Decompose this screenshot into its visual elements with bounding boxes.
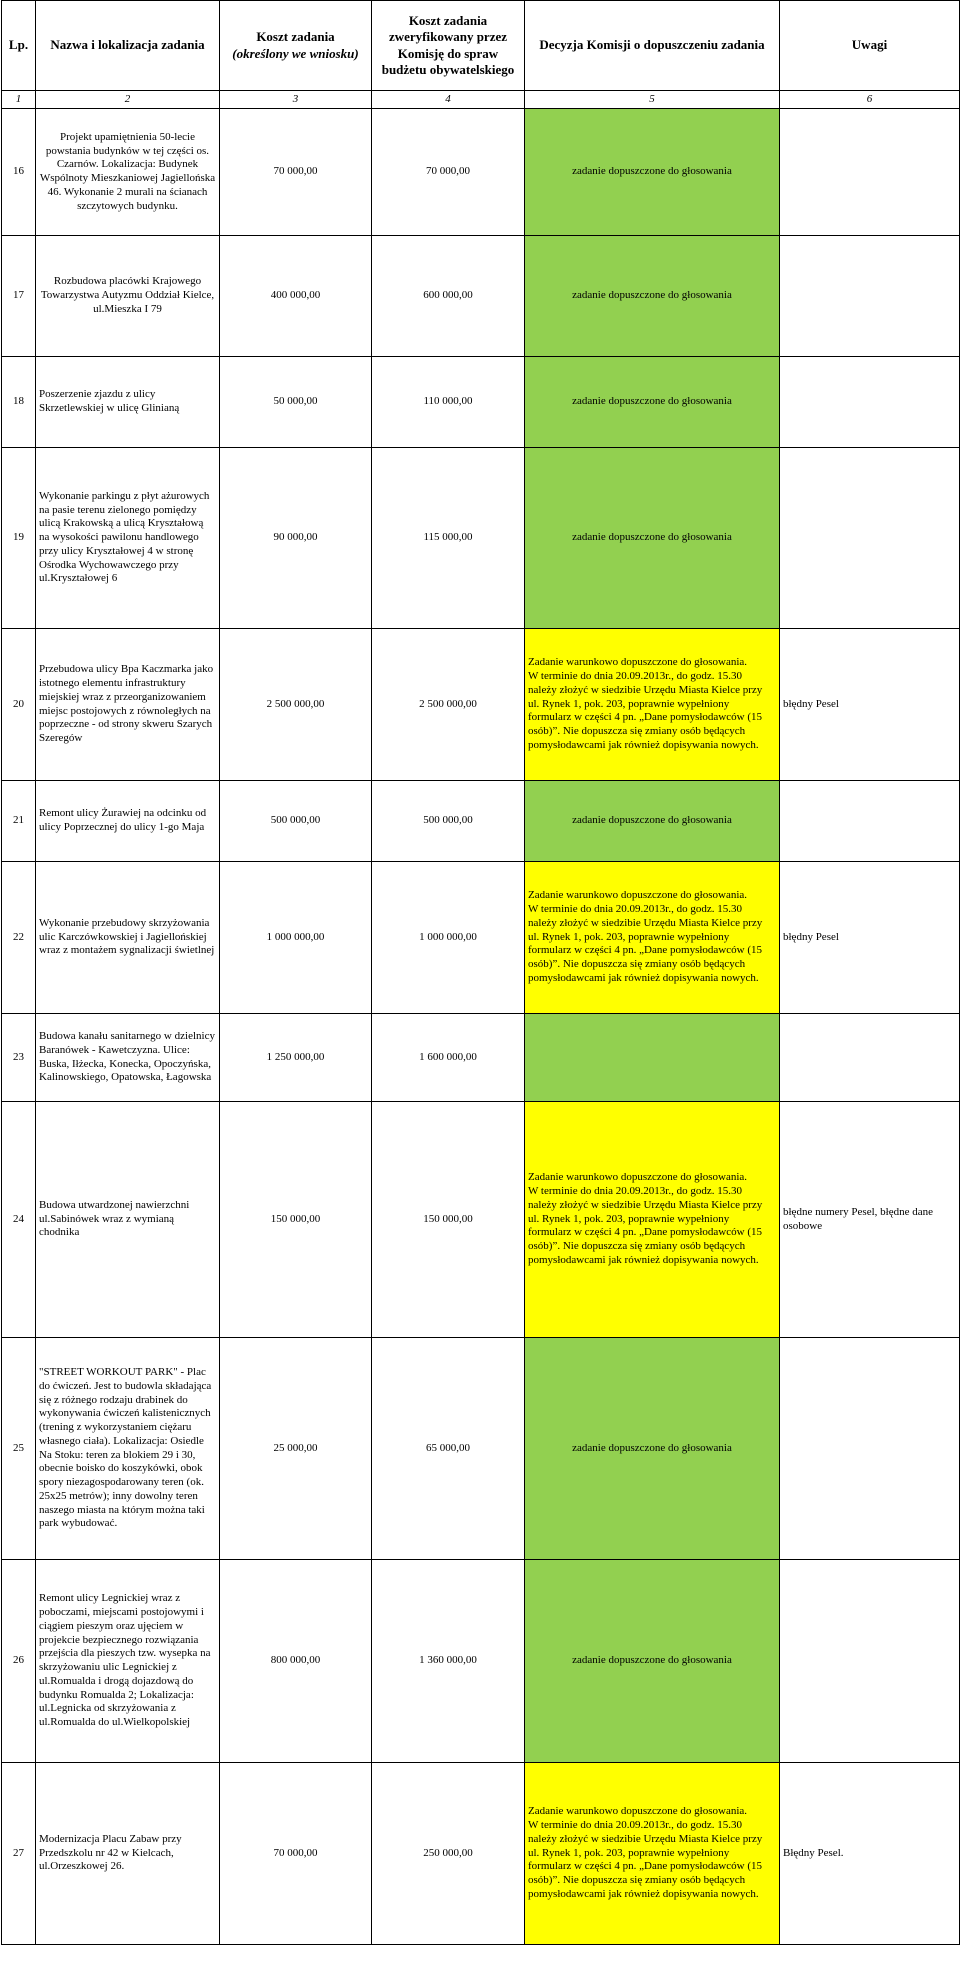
table-row [2,862,960,1014]
decision-line: ul. Rynek 1, pok. 203, poprawnie wypełniony [528,930,730,943]
decision-line: pomysłodawcami jak również dopisywania nowych. [528,1887,759,1900]
row-verified-cost: 250 000,00 [372,1763,525,1945]
table-row [2,781,960,862]
row-note [780,109,960,236]
row-lp: 18 [2,357,36,448]
table-row [2,1763,960,1945]
row-cost: 800 000,00 [220,1560,372,1763]
row-verified-cost: 1 360 000,00 [372,1560,525,1763]
decision-line: pomysłodawcami jak również dopisywania nowych. [528,971,759,984]
decision-line: Zadanie warunkowo dopuszczone do głosowania. [528,1805,748,1818]
row-verified-cost: 115 000,00 [372,448,525,629]
row-lp: 25 [2,1338,36,1560]
column-number: 4 [372,91,525,109]
decision-line: formularz w części 4 pn. „Dane pomysłodawców (15 [528,1226,762,1239]
row-lp: 19 [2,448,36,629]
row-note [780,1338,960,1560]
row-decision [525,1014,780,1102]
row-cost: 500 000,00 [220,781,372,862]
decision-line: Zadanie warunkowo dopuszczone do głosowania. [528,656,748,669]
row-cost: 70 000,00 [220,1763,372,1945]
row-lp: 21 [2,781,36,862]
row-lp: 24 [2,1102,36,1338]
row-note: Błędny Pesel. [780,1763,960,1945]
header-name: Nazwa i lokalizacja zadania [36,1,220,91]
row-name: Remont ulicy Legnickiej wraz z poboczami, miejscami postojowymi i ciągiem pieszym oraz ujęciem w projekcie bezpiecznego rozwiązania przejścia dla pieszych tzw. wysepka na skrzyżowaniu ulic Legnickiej z ul.Romualda i drogą dojazdową do budynku Romualda 2; Lokalizacja: ul.Legnicka od skrzyżowania z ul.Romualda do ul.Wielkopolskiej [36,1560,220,1763]
decision-line: ul. Rynek 1, pok. 203, poprawnie wypełniony [528,1212,730,1225]
column-number: 6 [780,91,960,109]
row-decision-conditional [525,1763,780,1945]
row-note [780,448,960,629]
row-name: Poszerzenie zjazdu z ulicy Skrzetlewskiej w ulicę Glinianą [36,357,220,448]
row-note [780,357,960,448]
row-decision-conditional [525,1102,780,1338]
table-body [2,109,960,1945]
row-name: Wykonanie przebudowy skrzyżowania ulic Karczówkowskiej i Jagiellońskiej wraz z montażem sygnalizacji świetlnej [36,862,220,1014]
table-row [2,357,960,448]
row-verified-cost: 500 000,00 [372,781,525,862]
header-verified: Koszt zadania zweryfikowany przez Komisję do spraw budżetu obywatelskiego [372,1,525,91]
decision-line: należy złożyć w siedzibie Urzędu Miasta Kielce przy [528,1832,763,1845]
column-number-row [2,91,960,109]
row-decision: zadanie dopuszczone do głosowania [525,781,780,862]
row-cost: 90 000,00 [220,448,372,629]
row-cost: 1 000 000,00 [220,862,372,1014]
table-row [2,1014,960,1102]
decision-line: pomysłodawcami jak również dopisywania nowych. [528,738,759,751]
row-decision: zadanie dopuszczone do głosowania [525,236,780,357]
table-row [2,1338,960,1560]
decision-line: osób)”. Nie dopuszcza się zmiany osób będących [528,958,746,971]
table-row [2,1102,960,1338]
row-lp: 23 [2,1014,36,1102]
header-cost-sub: (określony we wniosku) [232,45,359,61]
row-decision: zadanie dopuszczone do głosowania [525,448,780,629]
row-cost: 50 000,00 [220,357,372,448]
header-notes: Uwagi [780,1,960,91]
decision-line: pomysłodawcami jak również dopisywania nowych. [528,1253,759,1266]
decision-line: Zadanie warunkowo dopuszczone do głosowania. [528,889,748,902]
row-cost: 25 000,00 [220,1338,372,1560]
column-number: 1 [2,91,36,109]
decision-line: W terminie do dnia 20.09.2013r., do godz. 15.30 [528,903,742,916]
decision-line: formularz w części 4 pn. „Dane pomysłodawców (15 [528,944,762,957]
row-name: "STREET WORKOUT PARK" - Plac do ćwiczeń. Jest to budowla składająca się z różnego rodzaju drabinek do wykonywania ćwiczeń kalistenicznych (trening z wykorzystaniem ciężaru własnego ciała). Lokalizacja: Osiedle Na Stoku: teren za blokiem 29 i 30, obecnie boisko do koszykówki, obok spory niezagospodarowany teren (ok. 25x25 metrów); inny dowolny teren naszego miasta na którym można taki park wybudować. [36,1338,220,1560]
row-name: Budowa utwardzonej nawierzchni ul.Sabinówek wraz z wymianą chodnika [36,1102,220,1338]
decision-line: osób)”. Nie dopuszcza się zmiany osób będących [528,1874,746,1887]
row-cost: 2 500 000,00 [220,629,372,781]
table-row [2,109,960,236]
row-decision: zadanie dopuszczone do głosowania [525,109,780,236]
budget-table [1,0,960,1945]
row-decision: zadanie dopuszczone do głosowania [525,1338,780,1560]
row-name: Budowa kanału sanitarnego w dzielnicy Baranówek - Kawetczyzna. Ulice: Buska, Iłżecka, Konecka, Opoczyńska, Kalinowskiego, Opatowska, Łagowska [36,1014,220,1102]
row-lp: 22 [2,862,36,1014]
header-lp: Lp. [2,1,36,91]
header-cost-main: Koszt zadania [256,29,335,45]
decision-line: osób)”. Nie dopuszcza się zmiany osób będących [528,725,746,738]
row-lp: 17 [2,236,36,357]
header-decision: Decyzja Komisji o dopuszczeniu zadania [525,1,780,91]
row-note [780,781,960,862]
row-verified-cost: 1 000 000,00 [372,862,525,1014]
row-verified-cost: 2 500 000,00 [372,629,525,781]
decision-line: należy złożyć w siedzibie Urzędu Miasta Kielce przy [528,1198,763,1211]
row-cost: 70 000,00 [220,109,372,236]
row-note: błędne numery Pesel, błędne dane osobowe [780,1102,960,1338]
row-note [780,236,960,357]
column-number: 5 [525,91,780,109]
row-name: Rozbudowa placówki Krajowego Towarzystwa Autyzmu Oddział Kielce, ul.Mieszka I 79 [36,236,220,357]
row-lp: 20 [2,629,36,781]
table-row [2,629,960,781]
row-decision-conditional [525,862,780,1014]
table-row [2,236,960,357]
decision-line: W terminie do dnia 20.09.2013r., do godz. 15.30 [528,670,742,683]
decision-line: formularz w części 4 pn. „Dane pomysłodawców (15 [528,1860,762,1873]
row-name: Modernizacja Placu Zabaw przy Przedszkolu nr 42 w Kielcach, ul.Orzeszkowej 26. [36,1763,220,1945]
row-cost: 1 250 000,00 [220,1014,372,1102]
decision-line: należy złożyć w siedzibie Urzędu Miasta Kielce przy [528,916,763,929]
row-decision-conditional [525,629,780,781]
row-note [780,1560,960,1763]
row-note [780,1014,960,1102]
row-lp: 16 [2,109,36,236]
row-cost: 150 000,00 [220,1102,372,1338]
row-verified-cost: 70 000,00 [372,109,525,236]
row-name: Wykonanie parkingu z płyt ażurowych na pasie terenu zielonego pomiędzy ulicą Krakowską a ulicą Kryształową na wysokości pawilonu handlowego przy ulicy Kryształowej 4 w stronę Ośrodka Wychowawczego przy ul.Kryształowej 6 [36,448,220,629]
row-verified-cost: 150 000,00 [372,1102,525,1338]
decision-line: ul. Rynek 1, pok. 203, poprawnie wypełniony [528,697,730,710]
header-cost [220,1,372,91]
row-name: Projekt upamiętnienia 50-lecie powstania budynków w tej części os. Czarnów. Lokalizacja: Budynek Wspólnoty Mieszkaniowej Jagiellońska 46. Wykonanie 2 murali na ścianach szczytowych budynku. [36,109,220,236]
decision-line: osób)”. Nie dopuszcza się zmiany osób będących [528,1240,746,1253]
column-number: 3 [220,91,372,109]
row-verified-cost: 1 600 000,00 [372,1014,525,1102]
row-verified-cost: 600 000,00 [372,236,525,357]
table-row [2,1560,960,1763]
decision-line: Zadanie warunkowo dopuszczone do głosowania. [528,1171,748,1184]
row-name: Przebudowa ulicy Bpa Kaczmarka jako istotnego elementu infrastruktury miejskiej wraz z przeorganizowaniem miejsc postojowych z równoległych na poprzeczne - od strony skweru Szarych Szeregów [36,629,220,781]
decision-line: ul. Rynek 1, pok. 203, poprawnie wypełniony [528,1846,730,1859]
row-verified-cost: 110 000,00 [372,357,525,448]
header-row [2,1,960,91]
column-number: 2 [36,91,220,109]
row-decision: zadanie dopuszczone do głosowania [525,357,780,448]
decision-line: formularz w części 4 pn. „Dane pomysłodawców (15 [528,711,762,724]
row-note: błędny Pesel [780,629,960,781]
row-verified-cost: 65 000,00 [372,1338,525,1560]
row-note: błędny Pesel [780,862,960,1014]
table-row [2,448,960,629]
row-lp: 27 [2,1763,36,1945]
row-lp: 26 [2,1560,36,1763]
row-cost: 400 000,00 [220,236,372,357]
decision-line: W terminie do dnia 20.09.2013r., do godz. 15.30 [528,1185,742,1198]
decision-line: należy złożyć w siedzibie Urzędu Miasta Kielce przy [528,683,763,696]
row-decision: zadanie dopuszczone do głosowania [525,1560,780,1763]
row-name: Remont ulicy Żurawiej na odcinku od ulicy Poprzecznej do ulicy 1-go Maja [36,781,220,862]
decision-line: W terminie do dnia 20.09.2013r., do godz. 15.30 [528,1819,742,1832]
